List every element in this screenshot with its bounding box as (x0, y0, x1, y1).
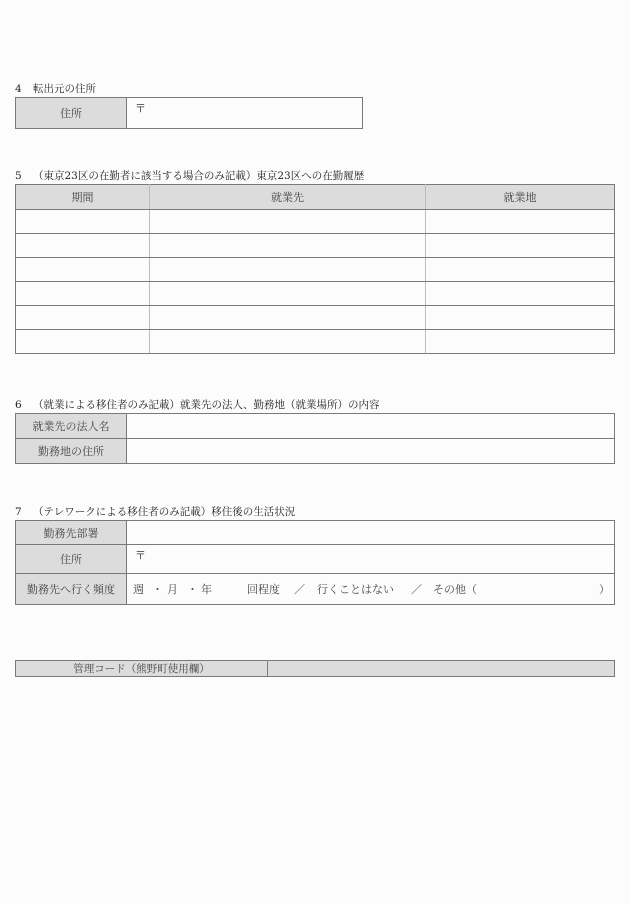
visit-frequency-field[interactable] (127, 574, 615, 605)
management-code-label: 管理コード（熊野町使用欄） (16, 661, 268, 677)
company-name-label: 就業先の法人名 (16, 414, 127, 439)
department-field[interactable] (127, 521, 615, 545)
table-row (16, 330, 615, 354)
work-address-label: 勤務地の住所 (16, 439, 127, 464)
separator-slash: ／ (294, 583, 305, 596)
section-title: （東京23区の在勤者に該当する場合のみ記載）東京23区への在勤履歴 (33, 170, 365, 182)
work-location-cell[interactable] (426, 330, 615, 354)
section-title: （テレワークによる移住者のみ記載）移住後の生活状況 (33, 506, 296, 518)
employer-cell[interactable] (150, 330, 426, 354)
employer-details-table (15, 413, 615, 464)
employer-cell[interactable] (150, 282, 426, 306)
work-address-field[interactable] (127, 439, 615, 464)
employer-cell[interactable] (150, 210, 426, 234)
table-row (16, 282, 615, 306)
column-header-employer: 就業先 (150, 185, 426, 210)
origin-address-table (15, 97, 363, 129)
column-header-work-location: 就業地 (426, 185, 615, 210)
section-title: 転出元の住所 (33, 83, 96, 95)
postal-mark-icon: 〒 (135, 549, 146, 562)
section-number: 4 (15, 83, 22, 95)
section-6-heading (15, 398, 380, 412)
other-close-paren: ） (599, 583, 610, 596)
work-location-cell[interactable] (426, 282, 615, 306)
employer-cell[interactable] (150, 234, 426, 258)
separator-slash: ／ (411, 583, 422, 596)
origin-address-field[interactable] (127, 98, 363, 129)
work-location-cell[interactable] (426, 258, 615, 282)
work-location-cell[interactable] (426, 234, 615, 258)
management-code-field[interactable] (268, 661, 615, 677)
section-title: （就業による移住者のみ記載）就業先の法人、勤務地（就業場所）の内容 (33, 399, 380, 411)
employer-cell[interactable] (150, 306, 426, 330)
table-row (16, 210, 615, 234)
separator-dot: ・ (187, 583, 198, 596)
table-row (16, 234, 615, 258)
column-header-period: 期間 (16, 185, 150, 210)
employer-cell[interactable] (150, 258, 426, 282)
visit-frequency-label: 勤務先へ行く頻度 (16, 574, 127, 605)
telework-living-table (15, 520, 615, 605)
period-cell[interactable] (16, 210, 150, 234)
period-cell[interactable] (16, 258, 150, 282)
table-row (16, 258, 615, 282)
option-month[interactable]: 月 (167, 583, 178, 596)
address-label: 住所 (16, 98, 127, 129)
option-other[interactable]: その他（ (433, 583, 477, 596)
period-cell[interactable] (16, 330, 150, 354)
section-number: 7 (15, 506, 22, 518)
period-cell[interactable] (16, 282, 150, 306)
address-label: 住所 (16, 545, 127, 574)
table-row (16, 306, 615, 330)
telework-address-field[interactable] (127, 545, 615, 574)
option-year[interactable]: 年 (201, 583, 212, 596)
work-history-table (15, 184, 615, 354)
section-7-heading (15, 505, 295, 519)
section-number: 5 (15, 170, 22, 182)
postal-mark-icon: 〒 (135, 102, 146, 115)
section-4-heading (15, 82, 96, 96)
option-never[interactable]: 行くことはない (317, 583, 394, 596)
company-name-field[interactable] (127, 414, 615, 439)
management-code-table (15, 660, 615, 677)
period-cell[interactable] (16, 306, 150, 330)
department-label: 勤務先部署 (16, 521, 127, 545)
period-cell[interactable] (16, 234, 150, 258)
times-label: 回程度 (247, 583, 280, 596)
section-number: 6 (15, 399, 22, 411)
separator-dot: ・ (152, 583, 163, 596)
section-5-heading (15, 169, 364, 183)
option-week[interactable]: 週 (133, 583, 144, 596)
work-location-cell[interactable] (426, 306, 615, 330)
work-location-cell[interactable] (426, 210, 615, 234)
